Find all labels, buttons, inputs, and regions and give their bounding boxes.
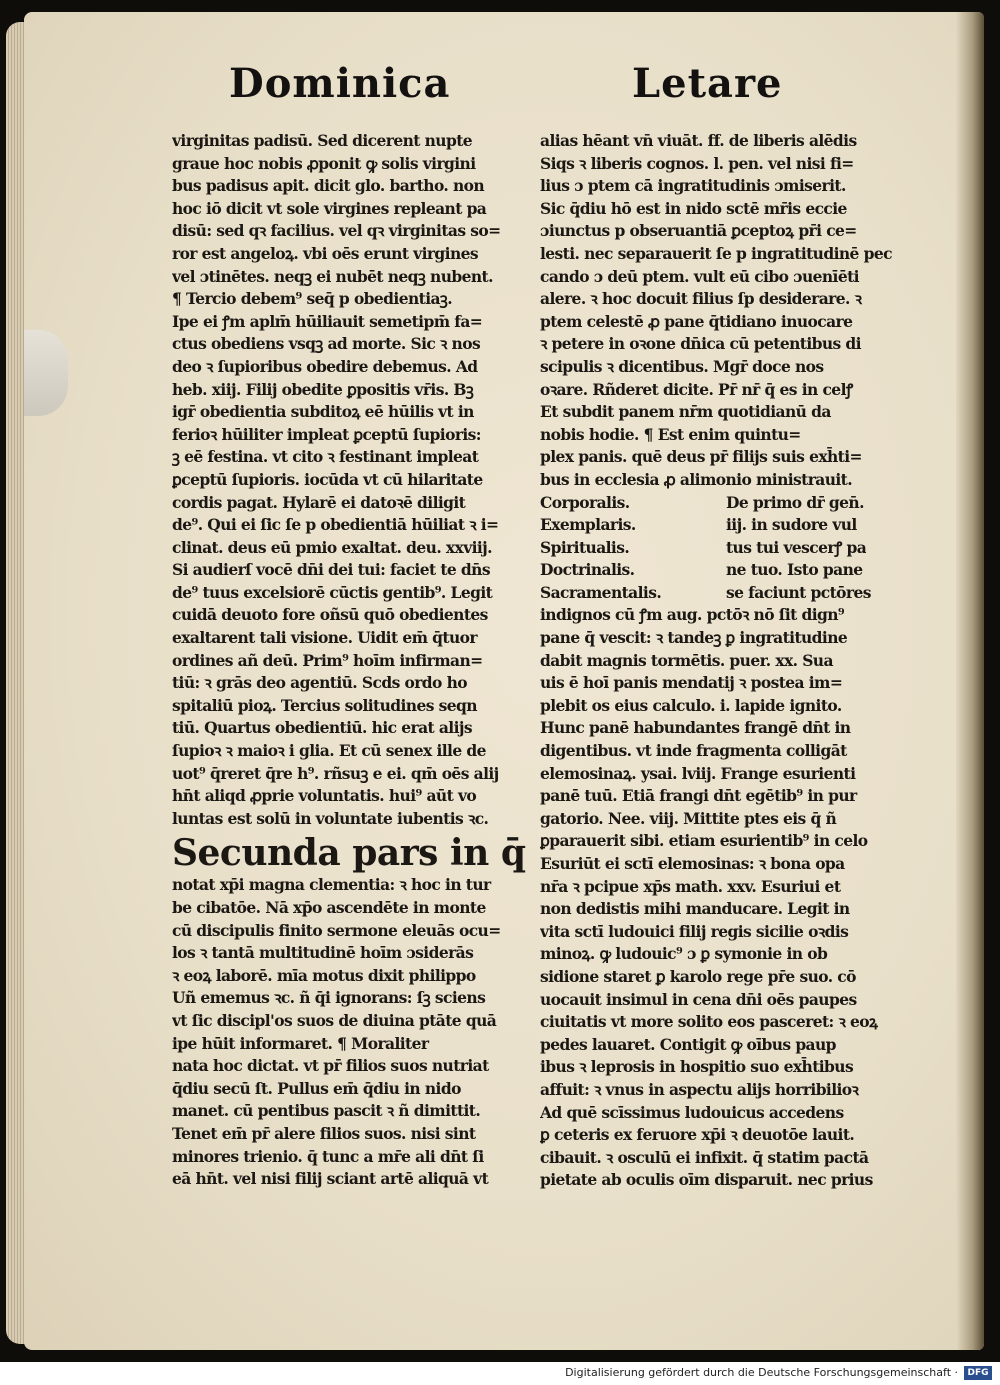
right-column-line: bus in ecclesia ꝓ alimonio ministrauit. xyxy=(540,469,853,489)
bread-list-row xyxy=(540,582,900,605)
left-column-line: disū: sed qꝛ facilius. vel qꝛ virginitas so= xyxy=(172,221,501,241)
bread-type-label: Corporalis. xyxy=(540,492,630,512)
left-column-line: tiū: ꝛ grās deo agentiū. Scds ordo ho xyxy=(172,673,467,693)
right-column-line: lesti. nec separauerit ſe p ingratitudinē pec xyxy=(540,243,892,263)
right-column-line: plebit os eius calculo. i. lapide ignito. xyxy=(540,695,842,715)
right-column-line: uis ē hoī panis mendatij ꝛ postea im= xyxy=(540,673,843,693)
left-column-line: notat xp̄i magna clementia: ꝛ hoc in tur xyxy=(172,875,491,895)
left-column-line: vel ɔtinētes. neqꝫ ei nubēt neqꝫ nubent. xyxy=(172,266,493,286)
left-column-line: ¶ Tercio debem⁹ seq̄ p obedientiaꝫ. xyxy=(172,289,453,309)
right-column-line: Et subdit panem nr̄m quotidianū da xyxy=(540,402,831,422)
left-column-line: ꝛ eoꝝ laborē. mīa motus dixit philippo xyxy=(172,965,476,985)
left-column-line: igr̄ obedientia subditoꝝ eē hūilis vt in xyxy=(172,402,474,422)
left-column-line: vt ſic discipl'os suos de diuina ptāte quā xyxy=(172,1010,497,1030)
right-column-line: pietate ab oculis oīm disparuit. nec prius xyxy=(540,1170,873,1190)
left-column-line: de⁹ tuus excelsiorē cūctis gentib⁹. Legit xyxy=(172,582,493,602)
right-column-line: Ad quē scīssimus ludouicus accedens xyxy=(540,1102,844,1122)
left-column-line: de⁹. Qui ei ſic ſe p obedientiā hūiliat ꝛ i= xyxy=(172,515,499,535)
left-column-line: minores trienio. q̄ tunc a mr̄e ali dn̄t ſi xyxy=(172,1146,484,1166)
left-column-line: manet. cū pentibus pascit ꝛ ñ dimittit. xyxy=(172,1101,481,1121)
bread-gloss-text: iij. in sudore vul xyxy=(726,515,857,535)
right-column-line: sidione staret ꝑ karolo rege pr̄e suo. cō xyxy=(540,966,856,986)
right-column-line: ꝑ ceteris ex feruore xp̄i ꝛ deuotōe lauit. xyxy=(540,1125,855,1145)
bread-type-label: Spiritualis. xyxy=(540,537,630,557)
right-column-line: Esuriūt ei sctī elemosinas: ꝛ bona opa xyxy=(540,854,845,873)
dfg-logo: DFG xyxy=(964,1366,992,1380)
left-column-line: ꝫ eē festina. vt cito ꝛ festinant impleat xyxy=(172,447,479,467)
bread-type-label: Doctrinalis. xyxy=(540,560,635,580)
right-column-line: Hunc panē habundantes frangē dn̄t in xyxy=(540,718,851,738)
right-column-line: gatorio. Nee. viij. Mittite ptes eis q̄ ñ xyxy=(540,808,837,828)
right-column-line: affuit: ꝛ vnus in aspectu alijs horribilioꝛ xyxy=(540,1079,859,1099)
right-column-line: pane q̄ vescit: ꝛ tandeꝫ ꝑ ingratitudine xyxy=(540,628,848,648)
footer-credit: Digitalisierung gefördert durch die Deutsche Forschungsgemeinschaft · xyxy=(565,1366,958,1379)
bread-type-label: Sacramentalis. xyxy=(540,582,662,602)
right-column-line: nr̄a ꝛ pcipue xp̄s math. xxv. Esuriui et xyxy=(540,876,841,896)
section-heading: Secunda pars in q̄ xyxy=(172,832,526,875)
right-column-line: dabit magnis tormētis. puer. xx. Sua xyxy=(540,650,833,670)
right-column-line: plex panis. quē deus pr̄ filijs suis exh̄ti= xyxy=(540,447,862,467)
footer-bar xyxy=(0,1362,1000,1385)
page-gutter-edge xyxy=(956,12,984,1350)
left-column-line: nata hoc dictat. vt pr̄ filios suos nutriat xyxy=(172,1056,489,1076)
right-column-line: digentibus. vt inde fragmenta colligāt xyxy=(540,741,847,761)
bread-list-row xyxy=(540,537,900,560)
bread-list-row xyxy=(540,559,900,582)
left-column-line: Si audierſ vocē dn̄i dei tui: faciet te dn̄s xyxy=(172,560,490,580)
left-column-line: cordis pagat. Hylarē ei datoꝛē diligit xyxy=(172,492,466,512)
left-column-line: cū discipulis finito sermone eleuās ocu= xyxy=(172,920,501,940)
bread-gloss-text: ne tuo. Isto pane xyxy=(726,560,863,580)
right-column-line: alias hēant vn̄ viuāt. ff. de liberis alēdis xyxy=(540,131,857,150)
right-column-line: ꝑparauerit sibi. etiam esurientib⁹ in celo xyxy=(540,831,868,851)
left-column-line: ferioꝛ hūiliter impleat ꝑceptū ſupioris: xyxy=(172,424,481,444)
left-column-line: hoc iō dicit vt sole virgines repleant pa xyxy=(172,198,487,218)
right-column-line: indignos cū ꝭm aug. pctōꝛ nō ſit dign⁹ xyxy=(540,605,845,625)
left-column-line: virginitas padisū. Sed dicerent nupte xyxy=(172,131,473,150)
right-column-line: uocauit insimul in cena dn̄i oēs paupes xyxy=(540,989,857,1009)
right-column-line: Siqs ꝛ liberis cognos. l. pen. vel nisi fi= xyxy=(540,153,854,173)
right-column-line: Sic q̄diu hō est in nido sctē mr̄is eccie xyxy=(540,198,847,218)
left-column-line: deo ꝛ ſupioribus obedire debemus. Ad xyxy=(172,356,478,376)
left-column-line: q̄diu secū ſt. Pullus em̄ q̄diu in nido xyxy=(172,1078,461,1098)
left-column-line: los ꝛ tantā multitudinē hoīm ɔsiderās xyxy=(172,943,474,963)
left-column-line: ctus obediens vsqꝫ ad morte. Sic ꝛ nos xyxy=(172,334,481,354)
bread-gloss-text: se faciunt pctōres xyxy=(726,582,871,602)
left-column-line: be cibatōe. Nā xp̄o ascendēte in monte xyxy=(172,898,486,917)
right-column-line: cibauit. ꝛ osculū ei infixit. q̄ statim pactā xyxy=(540,1147,869,1167)
left-column-line: eā hn̄t. vel nisi filij sciant artē aliquā vt xyxy=(172,1169,489,1189)
book-page xyxy=(24,12,984,1350)
right-column-line: scipulis ꝛ dicentibus. Mgr̄ doce nos xyxy=(540,356,824,376)
running-head-left: Dominica xyxy=(229,60,451,107)
right-column-line: cando ɔ deū ptem. vult eū cibo ɔuenīēti xyxy=(540,266,859,286)
left-column-line: heb. xiij. Filij obedite ꝑpositis vr̄is. Bꝫ xyxy=(172,379,474,399)
left-column-line: spitaliū pioꝝ. Tercius solitudines seqn xyxy=(172,695,477,715)
right-column-line: vita sctī ludouici filij regis sicilie oꝛdis xyxy=(540,921,849,941)
right-column-line: pedes lauaret. Contigit ꝙ oībus paup xyxy=(540,1034,836,1054)
right-column-line: alere. ꝛ hoc docuit filius ſp desiderare. ꝛ xyxy=(540,289,862,309)
running-head-right: Letare xyxy=(632,60,783,107)
left-column-line: Uñ ememus ꝛc. ñ q̄i ignorans: ſꝫ sciens xyxy=(172,988,486,1008)
left-column-line: ipe hūit informaret. ¶ Moraliter xyxy=(172,1033,429,1053)
bread-type-label: Exemplaris. xyxy=(540,515,636,535)
bread-list-row xyxy=(540,514,900,537)
bread-gloss-text: De primo dr̄ gen̄. xyxy=(726,492,864,512)
right-column-line: ciuitatis vt more solito eos pasceret: ꝛ eoꝝ xyxy=(540,1012,878,1032)
left-column-line: ſupioꝛ ꝛ maioꝛ i glia. Et cū senex ille de xyxy=(172,741,486,761)
left-column-line: cuidā deuoto fore oñsū quō obedientes xyxy=(172,605,488,625)
left-column-line: graue hoc nobis ꝓponit ꝙ solis virgini xyxy=(172,153,476,173)
left-column-line: clinat. deus eū pmio exaltat. deu. xxviij. xyxy=(172,537,492,557)
right-column-line: panē tuū. Etiā frangi dn̄t egētib⁹ in pur xyxy=(540,786,857,806)
right-column-line: elemosinaꝝ. ysai. lviij. Frange esurienti xyxy=(540,763,856,783)
right-column-line: lius ɔ ptem cā ingratitudinis ɔmiserit. xyxy=(540,176,846,196)
left-column-line: hn̄t aliqd ꝓprie voluntatis. hui⁹ aūt vo xyxy=(172,786,477,806)
left-column-line: bus padisus apit. dicit glo. bartho. non xyxy=(172,176,485,196)
right-column-line: oꝛare. Rñderet dicite. Pr̄ nr̄ q̄ es in celꝭ xyxy=(540,379,853,399)
left-column-line: ordines añ deū. Prim⁹ hoīm infirman= xyxy=(172,650,483,670)
left-column-line: tiū. Quartus obedientiū. hic erat alijs xyxy=(172,718,473,738)
left-column-line: uot⁹ q̄reret q̄re h⁹. rñsuꝫ e ei. qm̄ oēs alij xyxy=(172,763,499,783)
right-column-line: nobis hodie. ¶ Est enim quintu= xyxy=(540,424,801,444)
right-column-line: ptem celestē ꝓ pane q̄tidiano inuocare xyxy=(540,311,853,331)
right-column xyxy=(540,130,900,1192)
bread-gloss-text: tus tui vescerꝭ pa xyxy=(726,537,867,557)
left-column-line: Ipe ei ꝭm aplm̄ hūiliauit semetipm̄ fa= xyxy=(172,311,483,331)
right-column-line: minoꝝ. ꝙ ludouic⁹ ɔ ꝑ symonie in ob xyxy=(540,944,828,964)
bread-list-row xyxy=(540,492,900,515)
left-column-line: Tenet em̄ pr̄ alere filios suos. nisi sint xyxy=(172,1123,476,1143)
left-column-line: ꝑceptū ſupioris. iocūda vt cū hilaritate xyxy=(172,469,483,489)
left-column xyxy=(172,130,526,1191)
left-column-line: luntas est solū in voluntate iubentis ꝛc. xyxy=(172,808,489,828)
left-column-line: ror est angeloꝝ. vbi oēs erunt virgines xyxy=(172,243,479,263)
right-column-line: ɔiunctus p obseruantiā ꝑceptoꝝ pr̄i ce= xyxy=(540,221,857,241)
right-column-line: ꝛ petere in oꝛone dn̄ica cū petentibus di xyxy=(540,334,861,354)
clasp-shadow xyxy=(24,330,68,416)
left-column-line: exaltarent tali visione. Uidit em̄ q̄tuor xyxy=(172,628,477,648)
right-column-line: non dedistis mihi manducare. Legit in xyxy=(540,899,850,919)
right-column-line: ibus ꝛ leprosis in hospitio suo exh̄tibus xyxy=(540,1057,854,1077)
